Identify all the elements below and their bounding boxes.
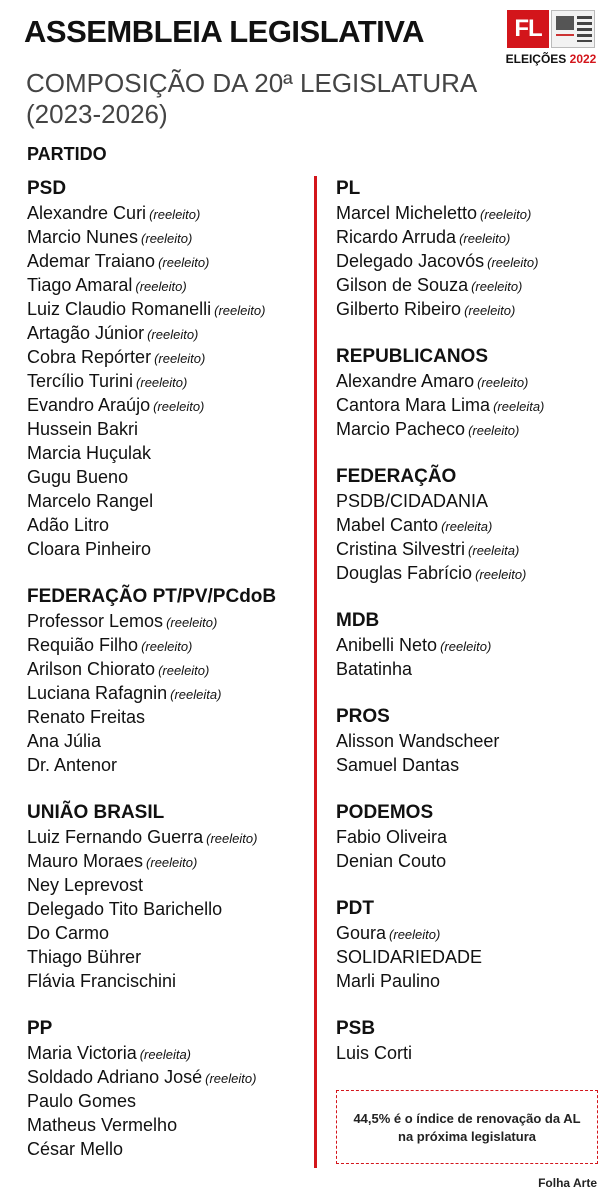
member-name: Marcia Huçulak <box>27 443 152 463</box>
reelection-note: (reeleito) <box>135 279 187 294</box>
member-name: Luis Corti <box>336 1043 413 1063</box>
member-name: Evandro Araújo <box>27 395 151 415</box>
party-name: PP <box>27 1018 53 1039</box>
reelection-note: (reeleito) <box>389 927 441 942</box>
reelection-note: (reeleito) <box>471 279 523 294</box>
member-row <box>336 537 604 561</box>
member-row <box>27 897 312 921</box>
member-name: Artagão Júnior <box>27 323 145 343</box>
reelection-note: (reeleito) <box>480 207 532 222</box>
party-name: UNIÃO BRASIL <box>27 802 165 823</box>
reelection-note: (reeleita) <box>441 519 493 534</box>
member-name: Ricardo Arruda <box>336 227 457 247</box>
member-row <box>27 321 312 345</box>
member-row <box>27 609 312 633</box>
party-name: PSB <box>336 1018 376 1039</box>
member-name: Marcelo Rangel <box>27 491 154 511</box>
renovation-box <box>336 1090 598 1164</box>
member-name: Ademar Traiano <box>27 251 156 271</box>
reelection-note: (reeleito) <box>147 327 199 342</box>
member-row <box>336 825 604 849</box>
member-name: Cobra Repórter <box>27 347 152 367</box>
member-name: Soldado Adriano José <box>27 1067 203 1087</box>
party-group <box>27 801 312 993</box>
member-name: Thiago Bührer <box>27 947 142 967</box>
member-name: Gugu Bueno <box>27 467 129 487</box>
member-row <box>336 1041 604 1065</box>
member-name: Ney Leprevost <box>27 875 144 895</box>
reelection-note: (reeleito) <box>149 207 201 222</box>
member-name: Matheus Vermelho <box>27 1115 178 1135</box>
member-row <box>336 921 604 945</box>
party-name: MDB <box>336 610 380 631</box>
member-row <box>27 513 312 537</box>
member-row <box>336 561 604 585</box>
member-row <box>27 225 312 249</box>
member-row <box>336 945 604 969</box>
reelection-note: (reeleita) <box>493 399 545 414</box>
member-name: Hussein Bakri <box>27 419 139 439</box>
member-row <box>27 489 312 513</box>
member-name: Cloara Pinheiro <box>27 539 152 559</box>
member-name: Mauro Moraes <box>27 851 144 871</box>
member-row <box>27 945 312 969</box>
party-group <box>336 609 604 681</box>
member-name: Requião Filho <box>27 635 139 655</box>
member-row <box>27 681 312 705</box>
member-name: Cantora Mara Lima <box>336 395 491 415</box>
member-row <box>27 753 312 777</box>
party-group <box>336 465 604 585</box>
member-name: Gilberto Ribeiro <box>336 299 462 319</box>
left-party-column <box>27 177 312 1185</box>
column-heading: PARTIDO <box>27 144 107 164</box>
member-name: Flávia Francischini <box>27 971 177 991</box>
member-name: Marcel Micheletto <box>336 203 478 223</box>
party-group <box>336 897 604 993</box>
member-name: Maria Victoria <box>27 1043 137 1063</box>
member-row <box>27 705 312 729</box>
elections-logo <box>505 10 597 70</box>
member-row <box>27 297 312 321</box>
member-name: César Mello <box>27 1139 124 1159</box>
member-row <box>27 849 312 873</box>
member-row <box>27 465 312 489</box>
reelection-note: (reeleito) <box>141 231 193 246</box>
member-row <box>27 1041 312 1065</box>
folha-logo-badge: FL <box>507 10 549 48</box>
right-party-column <box>336 177 604 1089</box>
reelection-note: (reeleito) <box>158 663 210 678</box>
member-row <box>27 1089 312 1113</box>
member-row <box>336 753 604 777</box>
member-name: Delegado Tito Barichello <box>27 899 223 919</box>
member-row <box>336 201 604 225</box>
party-group <box>336 177 604 321</box>
reelection-note: (reeleito) <box>205 1071 257 1086</box>
party-group <box>27 177 312 561</box>
reelection-note: (reeleito) <box>475 567 527 582</box>
reelection-note: (reeleito) <box>459 231 511 246</box>
member-row <box>27 273 312 297</box>
member-row <box>336 393 604 417</box>
party-name: REPUBLICANOS <box>336 346 489 367</box>
member-row <box>27 369 312 393</box>
member-name: Marcio Pacheco <box>336 419 466 439</box>
party-name: PROS <box>336 706 390 727</box>
reelection-note: (reeleito) <box>464 303 516 318</box>
member-name: Luiz Fernando Guerra <box>27 827 204 847</box>
member-row <box>27 417 312 441</box>
member-name: Renato Freitas <box>27 707 146 727</box>
member-name: Batatinha <box>336 659 413 679</box>
member-name: Gilson de Souza <box>336 275 469 295</box>
member-row <box>27 537 312 561</box>
member-row <box>336 633 604 657</box>
member-name: Alexandre Curi <box>27 203 147 223</box>
member-name: Dr. Antenor <box>27 755 118 775</box>
renovation-note: 44,5% é o índice de renovação da AL na próxima legislatura <box>353 1111 581 1144</box>
reelection-note: (reeleito) <box>440 639 492 654</box>
member-row <box>27 1137 312 1161</box>
member-name: SOLIDARIEDADE <box>336 947 483 967</box>
member-row <box>27 249 312 273</box>
member-row <box>336 729 604 753</box>
member-row <box>27 1113 312 1137</box>
member-row <box>27 201 312 225</box>
member-name: Alisson Wandscheer <box>336 731 500 751</box>
party-group <box>27 585 312 777</box>
member-name: Arilson Chiorato <box>27 659 156 679</box>
member-name: Paulo Gomes <box>27 1091 137 1111</box>
reelection-note: (reeleito) <box>153 399 205 414</box>
member-name: Tiago Amaral <box>27 275 133 295</box>
member-name: Samuel Dantas <box>336 755 460 775</box>
member-row <box>27 1065 312 1089</box>
member-name: Luiz Claudio Romanelli <box>27 299 212 319</box>
member-row <box>336 969 604 993</box>
reelection-note: (reeleita) <box>139 1047 192 1062</box>
member-row <box>336 513 604 537</box>
member-row <box>336 297 604 321</box>
member-name: Denian Couto <box>336 851 447 871</box>
member-name: Alexandre Amaro <box>336 371 475 391</box>
member-row <box>27 873 312 897</box>
member-row <box>336 489 604 513</box>
member-name: Mabel Canto <box>336 515 439 535</box>
reelection-note: (reeleito) <box>468 423 520 438</box>
member-name: Marli Paulino <box>336 971 441 991</box>
member-row <box>336 225 604 249</box>
member-name: Douglas Fabrício <box>336 563 473 583</box>
ballot-box-icon <box>551 10 595 48</box>
party-name: FEDERAÇÃO <box>336 466 457 487</box>
member-row <box>336 249 604 273</box>
reelection-note: (reeleita) <box>170 687 222 702</box>
party-name: PDT <box>336 898 374 919</box>
party-group <box>336 345 604 441</box>
reelection-note: (reeleito) <box>214 303 266 318</box>
reelection-note: (reeleito) <box>146 855 198 870</box>
member-row <box>27 921 312 945</box>
member-row <box>336 369 604 393</box>
member-name: Goura <box>336 923 387 943</box>
member-row <box>27 345 312 369</box>
member-name: Tercílio Turini <box>27 371 134 391</box>
page-title: ASSEMBLEIA LEGISLATIVA <box>24 14 425 49</box>
member-row <box>27 633 312 657</box>
member-name: Adão Litro <box>27 515 110 535</box>
page-subtitle: COMPOSIÇÃO DA 20ª LEGISLATURA (2023-2026) <box>26 68 476 129</box>
party-name: PSD <box>27 178 67 199</box>
reelection-note: (reeleito) <box>136 375 188 390</box>
member-name: Professor Lemos <box>27 611 164 631</box>
member-row <box>27 657 312 681</box>
member-name: Cristina Silvestri <box>336 539 466 559</box>
member-row <box>27 393 312 417</box>
reelection-note: (reeleito) <box>206 831 258 846</box>
party-group <box>336 801 604 873</box>
party-name: FEDERAÇÃO PT/PV/PCdoB <box>27 586 277 607</box>
reelection-note: (reeleito) <box>158 255 210 270</box>
member-name: Fabio Oliveira <box>336 827 448 847</box>
column-divider <box>314 176 317 1168</box>
party-name: PL <box>336 178 361 199</box>
reelection-note: (reeleito) <box>154 351 206 366</box>
member-row <box>336 417 604 441</box>
member-row <box>27 825 312 849</box>
member-row <box>336 849 604 873</box>
member-name: Do Carmo <box>27 923 110 943</box>
reelection-note: (reeleito) <box>477 375 529 390</box>
reelection-note: (reeleito) <box>166 615 218 630</box>
member-row <box>336 657 604 681</box>
member-row <box>27 729 312 753</box>
party-group <box>27 1017 312 1161</box>
party-group <box>336 1017 604 1065</box>
member-name: Delegado Jacovós <box>336 251 485 271</box>
member-name: Luciana Rafagnin <box>27 683 168 703</box>
reelection-note: (reeleito) <box>487 255 539 270</box>
member-name: Ana Júlia <box>27 731 102 751</box>
member-name: Anibelli Neto <box>336 635 438 655</box>
party-group <box>336 705 604 777</box>
member-name: PSDB/CIDADANIA <box>336 491 489 511</box>
member-row <box>27 969 312 993</box>
reelection-note: (reeleito) <box>141 639 193 654</box>
credit: Folha Arte <box>538 1176 597 1190</box>
reelection-note: (reeleita) <box>468 543 520 558</box>
member-row <box>27 441 312 465</box>
elections-caption: ELEIÇÕES 2022 <box>505 52 597 66</box>
party-name: PODEMOS <box>336 802 434 823</box>
member-name: Marcio Nunes <box>27 227 139 247</box>
member-row <box>336 273 604 297</box>
